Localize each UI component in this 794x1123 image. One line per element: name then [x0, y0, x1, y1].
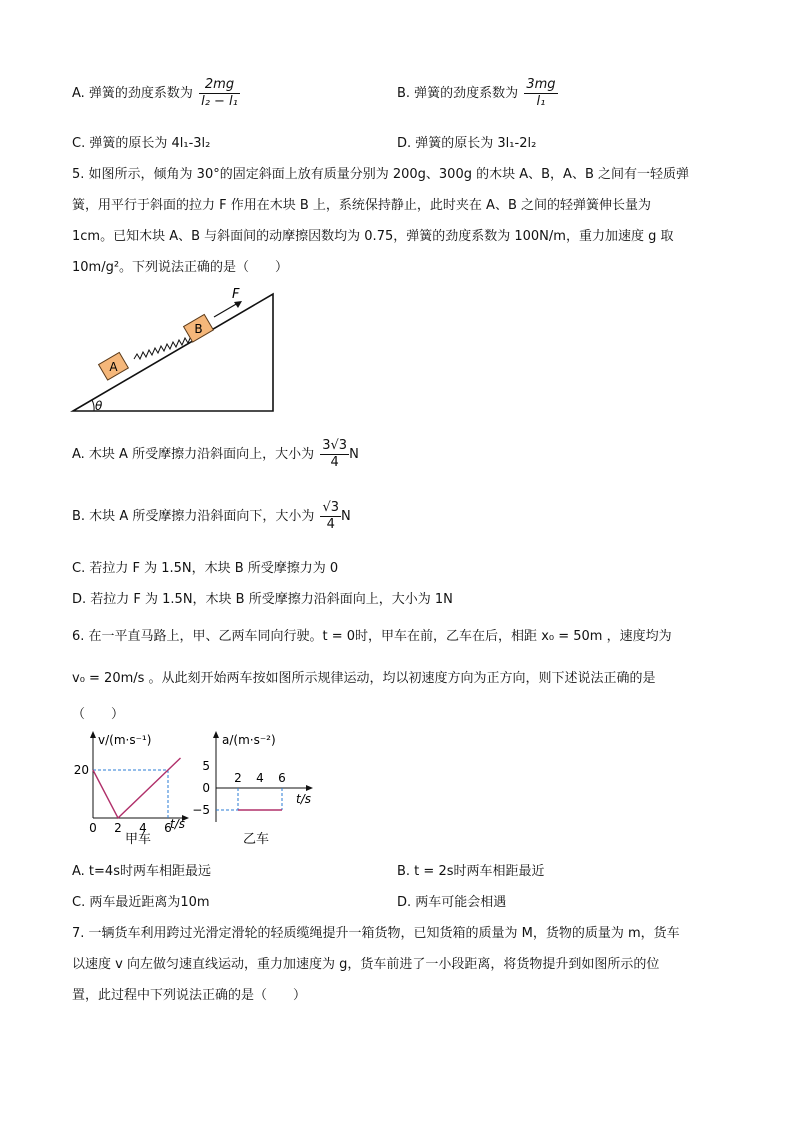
y-axis-arrow	[213, 731, 219, 738]
block-b-label: B	[194, 322, 203, 337]
spring	[134, 336, 194, 359]
q5-option-b-fraction	[320, 500, 341, 533]
q6-option-d: D. 两车可能会相遇	[397, 895, 507, 910]
v-t-chart-jia	[68, 728, 198, 850]
x-axis-arrow	[306, 785, 313, 791]
a-t-chart-yi	[192, 728, 326, 850]
q4-option-b-text: B. 弹簧的劲度系数为	[397, 86, 519, 101]
y-tick-label: 5	[202, 759, 210, 773]
q4-option-c: C. 弹簧的原长为 4l₁-3l₂	[72, 136, 211, 151]
q5-option-d: D. 若拉力 F 为 1.5N，木块 B 所受摩擦力沿斜面向上，大小为 1N	[72, 592, 453, 607]
q7-stem-line-1: 7. 一辆货车利用跨过光滑定滑轮的轻质缆绳提升一箱货物，已知货箱的质量为 M，货物的质量为 m，货车	[72, 926, 680, 941]
q7-stem-line-2: 以速度 v 向左做匀速直线运动，重力加速度为 g，货车前进了一小段距离，将货物提升到如图所示的位	[72, 957, 660, 972]
force-arrow-line	[214, 303, 238, 317]
y-tick-label: 0	[202, 781, 210, 795]
y-tick-label: 20	[73, 763, 89, 777]
x-tick-label: 4	[256, 771, 264, 785]
fraction-denominator: 4	[330, 455, 339, 470]
y-axis-label: a/(m·s⁻²)	[222, 733, 276, 747]
q5-option-b	[72, 500, 351, 533]
fraction-numerator: 2mg	[199, 77, 240, 94]
q6-option-b: B. t = 2s时两车相距最近	[397, 864, 545, 879]
incline-triangle	[73, 294, 273, 411]
q4-option-a	[72, 77, 240, 110]
q5-option-a	[72, 438, 359, 471]
q4-option-a-fraction	[199, 77, 240, 110]
angle-arc	[92, 400, 94, 411]
q4-option-b-fraction	[524, 77, 557, 110]
force-label-f: F	[232, 287, 240, 302]
fraction-denominator: l₁	[536, 94, 546, 109]
chart-title: 乙车	[242, 832, 270, 847]
series-line-velocity	[93, 758, 181, 818]
q5-option-b-text: B. 木块 A 所受摩擦力沿斜面向下，大小为	[72, 509, 315, 524]
x-axis-label: t/s	[296, 792, 311, 806]
q5-stem-line-2: 簧，用平行于斜面的拉力 F 作用在木块 B 上，系统保持静止，此时夹在 A、B 之间的轻弹簧伸长量为	[72, 198, 652, 213]
x-tick-label: 0	[89, 821, 97, 835]
q5-option-a-text: A. 木块 A 所受摩擦力沿斜面向上，大小为	[72, 447, 315, 462]
q6-stem-line-2: v₀ = 20m/s 。从此刻开始两车按如图所示规律运动，均以初速度方向为正方向，则下述说法正确的是	[72, 671, 656, 686]
unit-label: N	[349, 447, 359, 462]
q4-option-d: D. 弹簧的原长为 3l₁-2l₂	[397, 136, 537, 151]
chart-title: 甲车	[124, 832, 152, 847]
block-a-label: A	[109, 360, 118, 375]
q4-option-a-text: A. 弹簧的劲度系数为	[72, 86, 193, 101]
x-tick-label: 6	[278, 771, 286, 785]
q5-option-c: C. 若拉力 F 为 1.5N，木块 B 所受摩擦力为 0	[72, 561, 339, 576]
q6-option-c: C. 两车最近距离为10m	[72, 895, 210, 910]
angle-label-theta: θ	[95, 399, 103, 413]
x-tick-label: 2	[114, 821, 122, 835]
q6-stem-line-3: （ ）	[72, 707, 125, 722]
fraction-denominator: 4	[326, 517, 335, 532]
x-tick-label: 4	[139, 821, 147, 835]
x-tick-label: 6	[164, 821, 172, 835]
fraction-denominator: l₂ − l₁	[201, 94, 238, 109]
incline-figure	[68, 282, 283, 417]
fraction-numerator: 3√3	[322, 438, 348, 453]
x-tick-label: 2	[234, 771, 242, 785]
q5-option-a-fraction	[320, 438, 349, 471]
q4-option-b	[397, 77, 558, 110]
q6-stem-line-1: 6. 在一平直马路上，甲、乙两车同向行驶。t = 0时，甲车在前，乙车在后，相距 x₀ = 50m ，速度均为	[72, 629, 672, 644]
q7-stem-line-3: 置，此过程中下列说法正确的是（ ）	[72, 988, 307, 1003]
q5-stem-line-4: 10m/g²。下列说法正确的是（ ）	[72, 260, 289, 275]
q5-stem-line-1: 5. 如图所示，倾角为 30°的固定斜面上放有质量分别为 200g、300g 的木块 A、B，A、B 之间有一轻质弹	[72, 167, 689, 182]
y-axis-arrow	[90, 731, 96, 738]
y-tick-label: −5	[192, 803, 210, 817]
block-a	[99, 352, 129, 380]
fraction-numerator: √3	[322, 500, 340, 515]
x-axis-label: t/s	[170, 817, 185, 831]
block-b	[184, 314, 214, 342]
q6-option-a: A. t=4s时两车相距最远	[72, 864, 211, 879]
fraction-numerator: 3mg	[526, 77, 556, 92]
y-axis-label: v/(m·s⁻¹)	[98, 733, 152, 747]
unit-label: N	[341, 509, 351, 524]
q5-stem-line-3: 1cm。已知木块 A、B 与斜面间的动摩擦因数均为 0.75，弹簧的劲度系数为 100N/m，重力加速度 g 取	[72, 229, 674, 244]
